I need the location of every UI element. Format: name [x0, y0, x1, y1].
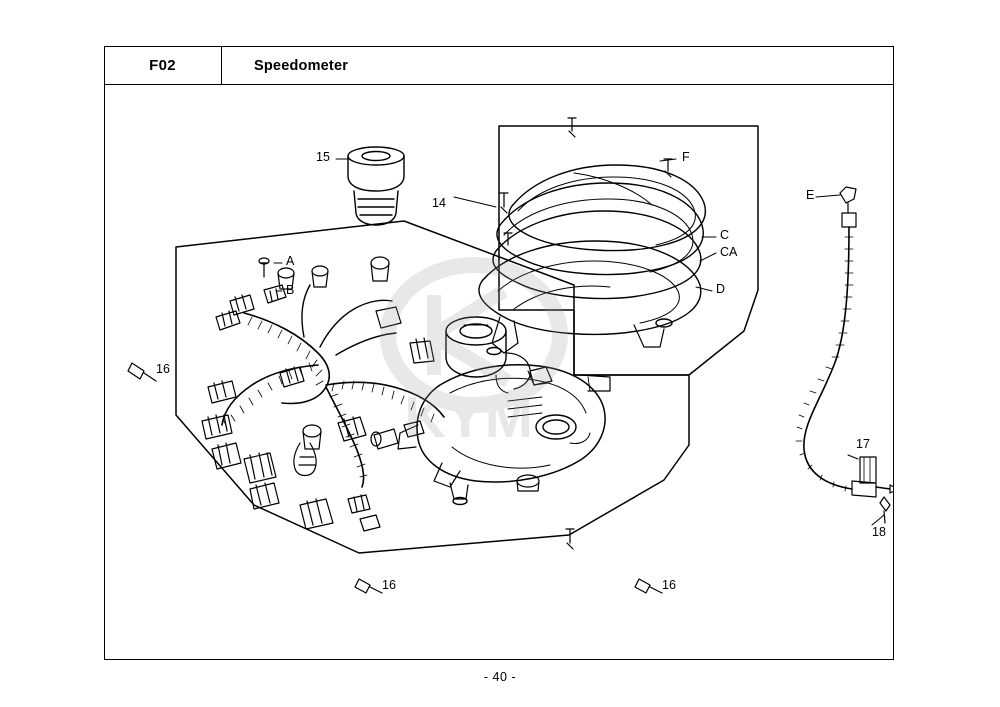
page-number: - 40 - [483, 670, 517, 684]
callout-17: 17 [856, 437, 870, 451]
callout-B: B [286, 283, 295, 297]
callout-16-bottom: 16 [382, 578, 396, 592]
section-title-cell [222, 46, 348, 85]
section-code-cell [104, 46, 222, 85]
section-code: F02 [149, 57, 176, 74]
part-D-meter-base [479, 241, 701, 334]
callout-18: 18 [872, 525, 886, 539]
part-B-connector [264, 285, 286, 303]
part-A-connector [259, 258, 269, 277]
svg-text:KYM: KYM [404, 385, 533, 450]
leader-lines [274, 159, 884, 525]
diagram-canvas [104, 85, 894, 660]
watermark [388, 265, 560, 450]
part-F-screws [500, 118, 672, 245]
callout-F: F [682, 150, 690, 164]
callout-E: E [806, 188, 815, 202]
section-title: Speedometer [254, 57, 349, 74]
callout-16-left: 16 [156, 362, 170, 376]
part-15-cap [348, 147, 404, 225]
bottom-fasteners [517, 475, 574, 549]
part-D-brackets [487, 317, 672, 355]
callout-D: D [716, 282, 726, 296]
callout-16-right: 16 [662, 578, 676, 592]
part-E-speedo-cable [796, 187, 894, 523]
exploded-parts-drawing [104, 85, 894, 660]
callout-A: A [286, 254, 295, 268]
part-14-meter-lens [509, 165, 705, 251]
callout-CA: CA [720, 245, 738, 259]
callout-14: 14 [432, 196, 446, 210]
callout-C: C [720, 228, 730, 242]
page-header [104, 46, 894, 85]
callout-15: 15 [316, 150, 330, 164]
part-16-screws [128, 363, 662, 593]
